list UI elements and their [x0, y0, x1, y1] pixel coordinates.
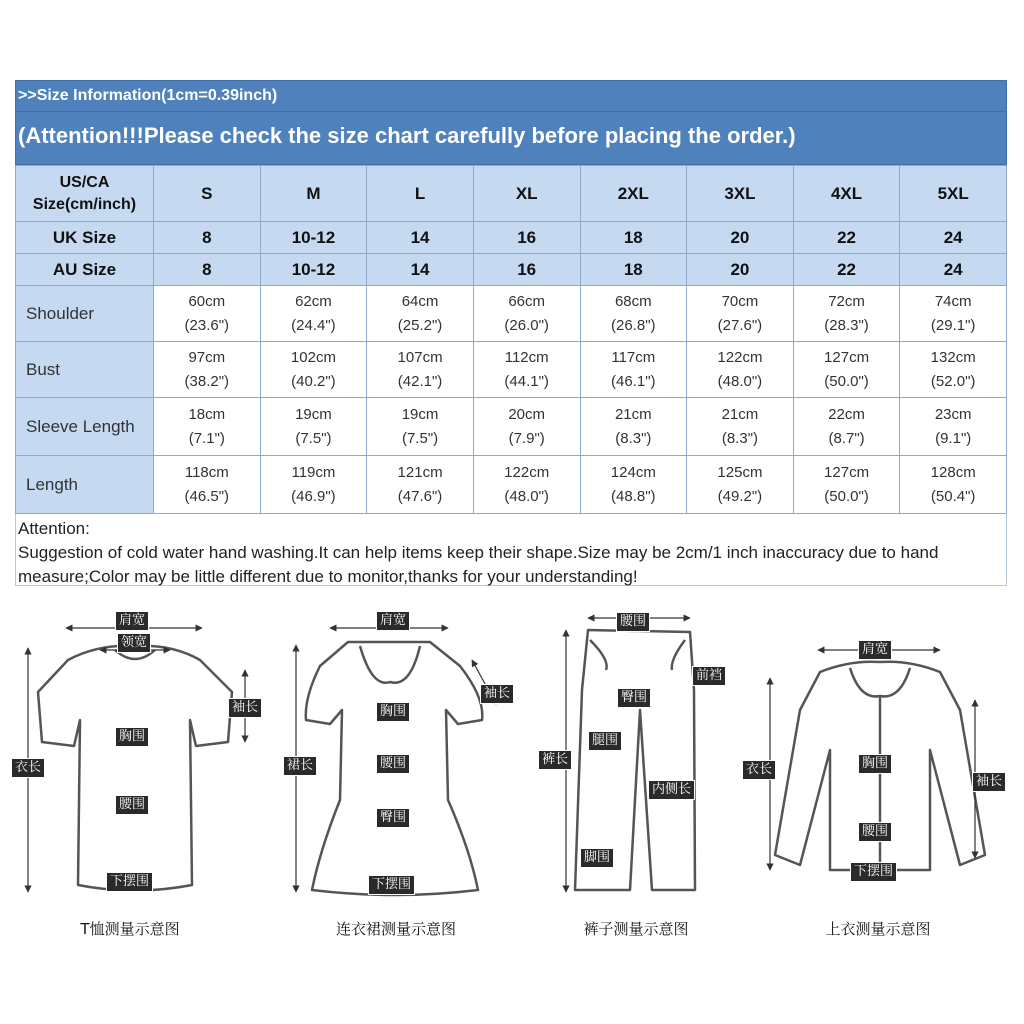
uk-size-cell: 24 — [900, 222, 1007, 254]
inch-value: (46.1") — [611, 372, 656, 390]
jacket-chest-label: 胸围 — [858, 754, 892, 774]
jacket-sleeve-label: 袖长 — [972, 772, 1006, 792]
inch-value: (26.0") — [504, 316, 549, 334]
measurement-row — [16, 456, 1007, 514]
inch-value: (38.2") — [184, 372, 230, 390]
uk-size-cell: 22 — [793, 222, 900, 254]
inch-value: (50.4") — [930, 487, 976, 505]
size-info-banner: >>Size Information(1cm=0.39inch) — [15, 80, 1007, 112]
measurement-cell — [580, 456, 687, 514]
inch-value: (25.2") — [397, 316, 443, 334]
note-title: Attention: — [18, 519, 90, 538]
inch-value: (50.0") — [824, 372, 869, 390]
measurement-cell — [367, 286, 474, 342]
au-size-cell: 14 — [367, 254, 474, 286]
measurement-cell — [687, 398, 794, 456]
cm-value: 107cm — [397, 348, 443, 366]
inch-value: (29.1") — [930, 316, 976, 334]
measurement-cell — [793, 286, 900, 342]
inch-value: (48.0") — [717, 372, 763, 390]
measurement-label: Shoulder — [16, 286, 154, 342]
inch-value: (48.8") — [611, 487, 656, 505]
inch-value: (9.1") — [935, 429, 972, 447]
pants-ankle-label: 脚围 — [580, 848, 614, 868]
measurement-cell — [260, 398, 367, 456]
cm-value: 118cm — [184, 463, 229, 481]
uk-size-cell: 10-12 — [260, 222, 367, 254]
cm-value: 23cm — [934, 405, 972, 423]
tshirt-length-label: 衣长 — [11, 758, 45, 778]
inch-value: (8.7") — [828, 429, 865, 447]
uk-size-label: UK Size — [16, 222, 154, 254]
measurement-diagrams — [0, 600, 1024, 960]
dress-caption: 连衣裙测量示意图 — [335, 920, 456, 938]
dress-sleeve-label: 袖长 — [480, 684, 514, 704]
measurement-cell — [367, 398, 474, 456]
cm-value: 70cm — [721, 292, 759, 310]
cm-value: 19cm — [295, 405, 332, 423]
cm-value: 74cm — [934, 292, 972, 310]
cm-value: 117cm — [611, 348, 656, 366]
measurement-row — [16, 286, 1007, 342]
pants-hip-label: 臀围 — [617, 688, 651, 708]
pants-caption: 裤子测量示意图 — [583, 920, 689, 938]
uk-size-row — [16, 222, 1007, 254]
measurement-row — [16, 398, 1007, 456]
dress-chest-label: 胸围 — [376, 702, 410, 722]
au-size-cell: 8 — [154, 254, 261, 286]
inch-value: (8.3") — [721, 429, 759, 447]
jacket-hem-label: 下摆围 — [850, 862, 897, 882]
measurement-rows — [16, 286, 1007, 514]
measurement-cell — [580, 342, 687, 398]
cm-value: 22cm — [828, 405, 865, 423]
measurement-cell — [900, 398, 1007, 456]
us-size-label-line2: Size(cm/inch) — [32, 195, 137, 213]
measurement-cell — [260, 286, 367, 342]
tshirt-outline — [38, 646, 232, 891]
measurement-cell — [687, 286, 794, 342]
size-cell: 5XL — [900, 166, 1007, 222]
cm-value: 68cm — [614, 292, 652, 310]
cm-value: 21cm — [721, 405, 759, 423]
size-cell: 3XL — [687, 166, 794, 222]
inch-value: (48.0") — [504, 487, 549, 505]
measurement-cell — [580, 286, 687, 342]
measurement-cell — [473, 286, 580, 342]
measurement-label: Length — [16, 456, 154, 514]
measurement-cell — [154, 286, 261, 342]
au-size-cell: 16 — [473, 254, 580, 286]
dress-length-label: 裙长 — [283, 756, 317, 776]
cm-value: 21cm — [614, 405, 652, 423]
inch-value: (24.4") — [291, 316, 336, 334]
measurement-label: Sleeve Length — [16, 398, 154, 456]
pants-inseam-label: 内侧长 — [648, 780, 695, 800]
measurement-cell — [367, 456, 474, 514]
cm-value: 132cm — [930, 348, 976, 366]
cm-value: 125cm — [717, 463, 763, 481]
au-size-cell: 24 — [900, 254, 1007, 286]
us-size-row — [16, 166, 1007, 222]
measurement-label: Bust — [16, 342, 154, 398]
measurement-cell — [900, 286, 1007, 342]
pants-rise-label: 前裆 — [692, 666, 726, 686]
inch-value: (50.0") — [824, 487, 869, 505]
measurement-cell — [793, 342, 900, 398]
measurement-row — [16, 342, 1007, 398]
inch-value: (23.6") — [184, 316, 230, 334]
us-size-label-line1: US/CA — [59, 173, 110, 191]
measurement-cell — [900, 456, 1007, 514]
cm-value: 66cm — [508, 292, 546, 310]
inch-value: (7.5") — [401, 429, 439, 447]
size-cell: 2XL — [580, 166, 687, 222]
jacket-waist-label: 腰围 — [858, 822, 892, 842]
tshirt-hem-label: 下摆围 — [106, 872, 153, 892]
measurement-cell — [687, 456, 794, 514]
measurement-cell — [473, 456, 580, 514]
au-size-cell: 18 — [580, 254, 687, 286]
cm-value: 122cm — [504, 463, 550, 481]
measurement-cell — [473, 342, 580, 398]
jacket-length-label: 衣长 — [742, 760, 776, 780]
inch-value: (46.5") — [184, 487, 230, 505]
cm-value: 122cm — [717, 348, 763, 366]
tshirt-shoulder-label: 肩宽 — [115, 611, 149, 631]
uk-size-cell: 8 — [154, 222, 261, 254]
measurement-cell — [260, 342, 367, 398]
measurement-cell — [793, 398, 900, 456]
cm-value: 72cm — [828, 292, 865, 310]
pants-length-label: 裤长 — [538, 750, 572, 770]
note-text: Suggestion of cold water hand washing.It can help items keep their shape.Size may be 2cm/1 inch inaccuracy due to hand measure;Color may be little different due to monitor,thanks for your understanding! — [18, 543, 939, 586]
size-cell: M — [260, 166, 367, 222]
jacket-caption: 上衣测量示意图 — [825, 920, 931, 938]
inch-value: (44.1") — [504, 372, 549, 390]
cm-value: 127cm — [824, 463, 870, 481]
tshirt-caption: T恤测量示意图 — [80, 920, 180, 938]
cm-value: 97cm — [188, 348, 226, 366]
cm-value: 119cm — [291, 463, 336, 481]
uk-size-cell: 14 — [367, 222, 474, 254]
cm-value: 102cm — [290, 348, 336, 366]
measurement-cell — [473, 398, 580, 456]
tshirt-waist-label: 腰围 — [115, 795, 149, 815]
dress-waist-label: 腰围 — [376, 754, 410, 774]
size-table — [15, 165, 1007, 514]
au-size-label: AU Size — [16, 254, 154, 286]
dress-shoulder-label: 肩宽 — [376, 611, 410, 631]
tshirt-chest-label: 胸围 — [115, 727, 149, 747]
measurement-cell — [793, 456, 900, 514]
cm-value: 112cm — [504, 348, 549, 366]
inch-value: (52.0") — [930, 372, 976, 390]
attention-banner: (Attention!!!Please check the size chart carefully before placing the order.) — [15, 112, 1007, 165]
inch-value: (26.8") — [611, 316, 656, 334]
cm-value: 128cm — [930, 463, 976, 481]
uk-size-cell: 16 — [473, 222, 580, 254]
measurement-cell — [367, 342, 474, 398]
au-size-cell: 20 — [687, 254, 794, 286]
size-cell: S — [154, 166, 261, 222]
inch-value: (27.6") — [717, 316, 763, 334]
cm-value: 124cm — [610, 463, 656, 481]
jacket-shoulder-label: 肩宽 — [858, 640, 892, 660]
measurement-cell — [687, 342, 794, 398]
cm-value: 62cm — [295, 292, 332, 310]
cm-value: 121cm — [397, 463, 443, 481]
au-size-row — [16, 254, 1007, 286]
inch-value: (7.1") — [188, 429, 225, 447]
cm-value: 60cm — [188, 292, 226, 310]
cm-value: 19cm — [401, 405, 439, 423]
inch-value: (49.2") — [717, 487, 763, 505]
cm-value: 18cm — [188, 405, 226, 423]
inch-value: (7.9") — [508, 429, 545, 447]
size-cell: 4XL — [793, 166, 900, 222]
dress-hip-label: 臀围 — [376, 808, 410, 828]
au-size-cell: 10-12 — [260, 254, 367, 286]
size-cell: L — [367, 166, 474, 222]
measurement-cell — [154, 342, 261, 398]
cm-value: 127cm — [824, 348, 870, 366]
pants-waist-label: 腰围 — [616, 612, 650, 632]
cm-value: 20cm — [508, 405, 546, 423]
uk-size-cell: 18 — [580, 222, 687, 254]
inch-value: (40.2") — [291, 372, 336, 390]
inch-value: (42.1") — [397, 372, 443, 390]
us-size-label — [16, 166, 154, 222]
tshirt-collar-label: 领宽 — [117, 633, 151, 653]
tshirt-sleeve-label: 袖长 — [228, 698, 262, 718]
uk-size-cell: 20 — [687, 222, 794, 254]
inch-value: (47.6") — [397, 487, 443, 505]
attention-note — [15, 514, 1007, 586]
inch-value: (7.5") — [295, 429, 332, 447]
inch-value: (8.3") — [615, 429, 652, 447]
measurement-cell — [580, 398, 687, 456]
size-chart — [15, 80, 1007, 586]
measurement-cell — [154, 456, 261, 514]
pants-thigh-label: 腿围 — [588, 731, 622, 751]
au-size-cell: 22 — [793, 254, 900, 286]
size-cell: XL — [473, 166, 580, 222]
inch-value: (46.9") — [291, 487, 336, 505]
measurement-cell — [154, 398, 261, 456]
inch-value: (28.3") — [824, 316, 869, 334]
measurement-cell — [260, 456, 367, 514]
dress-hem-label: 下摆围 — [368, 875, 415, 895]
measurement-cell — [900, 342, 1007, 398]
cm-value: 64cm — [401, 292, 439, 310]
